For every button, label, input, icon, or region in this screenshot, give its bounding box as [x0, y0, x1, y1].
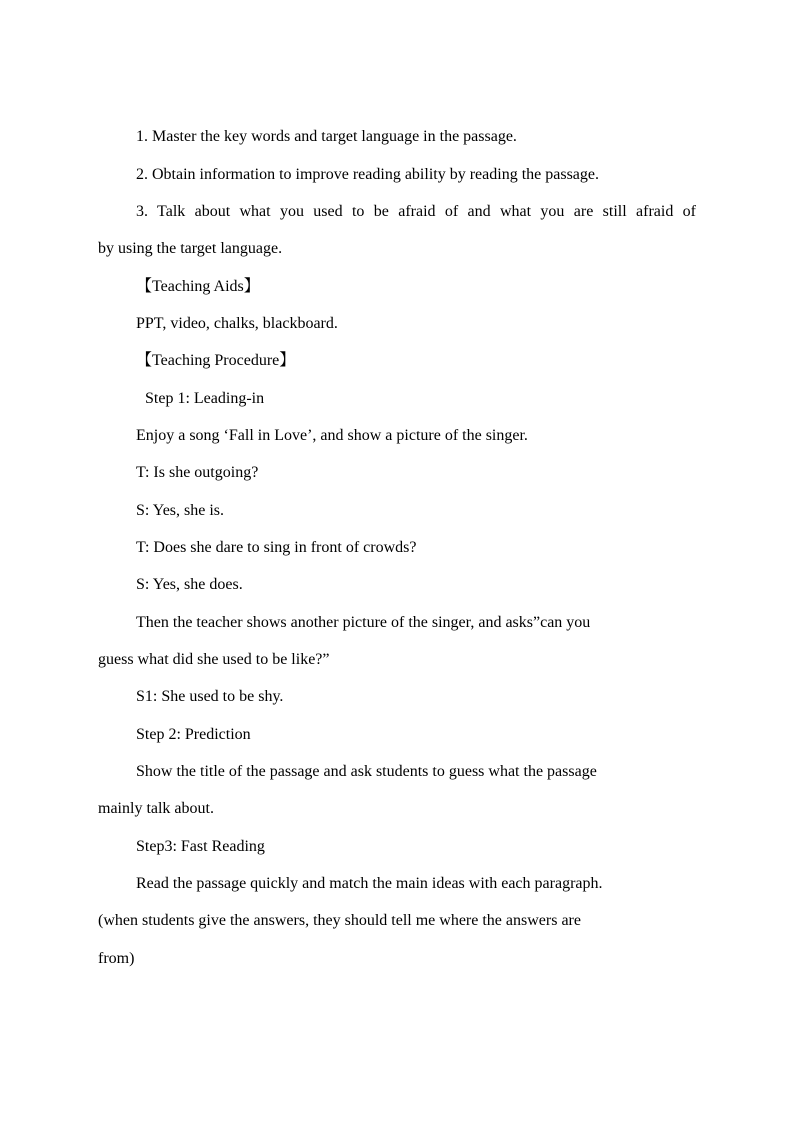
step2-content-line-2: mainly talk about. — [98, 800, 214, 817]
teaching-procedure-heading: 【Teaching Procedure】 — [136, 352, 296, 369]
dialogue-line: T: Is she outgoing? — [136, 464, 259, 481]
step1-intro: Enjoy a song ‘Fall in Love’, and show a picture of the singer. — [136, 427, 528, 444]
objective-2: 2. Obtain information to improve reading ability by reading the passage. — [136, 166, 599, 183]
teaching-aids-heading: 【Teaching Aids】 — [136, 278, 260, 295]
step2-content-line-1: Show the title of the passage and ask students to guess what the passage — [136, 763, 597, 780]
step3-title: Step3: Fast Reading — [136, 838, 265, 855]
objective-3-line-2: by using the target language. — [98, 240, 283, 257]
step1-followup-line-2: guess what did she used to be like?” — [98, 651, 330, 668]
step1-followup-line-1: Then the teacher shows another picture of the singer, and asks”can you — [136, 614, 591, 631]
step3-content-line-1: Read the passage quickly and match the main ideas with each paragraph. — [136, 875, 603, 892]
step3-content-line-3: from) — [98, 950, 135, 967]
dialogue-line: S: Yes, she does. — [136, 576, 243, 593]
teaching-aids-content: PPT, video, chalks, blackboard. — [136, 315, 338, 332]
objective-3-line-1: 3. Talk about what you used to be afraid of and what you are still afraid of — [136, 203, 696, 220]
step1-answer: S1: She used to be shy. — [136, 688, 284, 705]
objective-1: 1. Master the key words and target language in the passage. — [136, 128, 517, 145]
step3-content-line-2: (when students give the answers, they should tell me where the answers are — [98, 912, 581, 929]
dialogue-line: T: Does she dare to sing in front of crowds? — [136, 539, 417, 556]
dialogue-line: S: Yes, she is. — [136, 502, 225, 519]
step1-title: Step 1: Leading-in — [145, 390, 265, 407]
step2-title: Step 2: Prediction — [136, 726, 251, 743]
